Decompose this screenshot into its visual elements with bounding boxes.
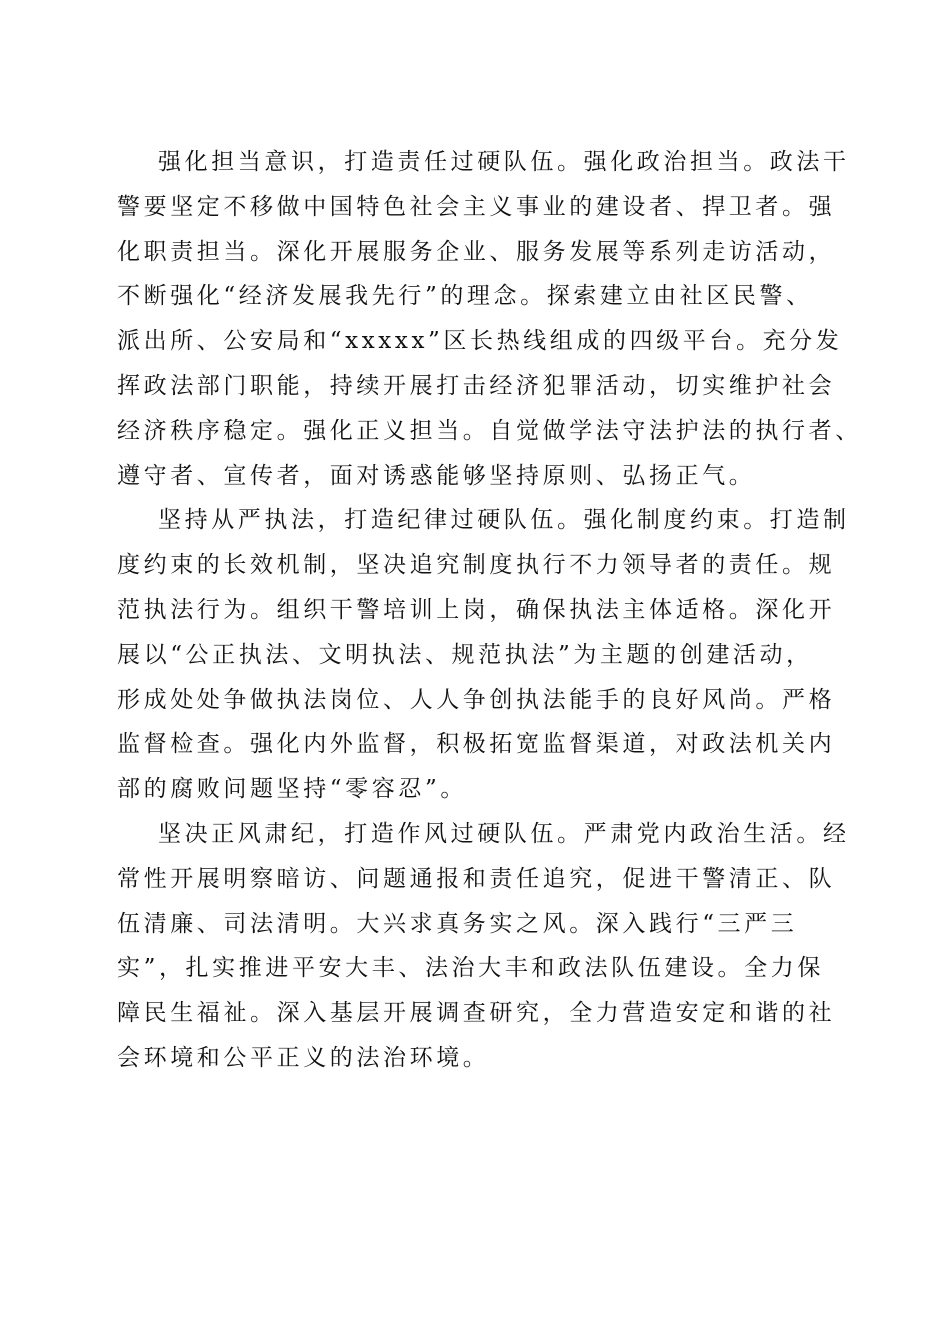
paragraph-line: 部的腐败问题坚持“零容忍”。	[117, 776, 467, 803]
paragraph-line: 派出所、公安局和“xxxxx”区长热线组成的四级平台。充分发	[117, 328, 843, 355]
paragraph-line: 会环境和公平正义的法治环境。	[117, 1044, 490, 1071]
paragraph-line: 遵守者、宣传者，面对诱惑能够坚持原则、弘扬正气。	[117, 462, 756, 489]
paragraph-work-style	[117, 812, 850, 1081]
paragraph-line: 坚持从严执法，打造纪律过硬队伍。强化制度约束。打造制	[158, 507, 850, 534]
paragraph-line: 展以“公正执法、文明执法、规范执法”为主题的创建活动，	[117, 641, 813, 668]
paragraph-line: 挥政法部门职能，持续开展打击经济犯罪活动，切实维护社会	[117, 372, 836, 399]
paragraph-line: 障民生福祉。深入基层开展调查研究，全力营造安定和谐的社	[117, 1000, 836, 1027]
paragraph-line: 强化担当意识，打造责任过硬队伍。强化政治担当。政法干	[158, 149, 850, 175]
paragraph-line: 警要坚定不移做中国特色社会主义事业的建设者、捍卫者。强	[117, 193, 836, 220]
paragraph-line: 坚决正风肃纪，打造作风过硬队伍。严肃党内政治生活。经	[158, 820, 850, 847]
paragraph-line: 监督检查。强化内外监督，积极拓宽监督渠道，对政法机关内	[117, 731, 836, 758]
paragraph-line: 常性开展明察暗访、问题通报和责任追究，促进干警清正、队	[117, 865, 836, 892]
paragraph-line: 形成处处争做执法岗位、人人争创执法能手的良好风尚。严格	[117, 686, 836, 713]
paragraph-responsibility	[117, 140, 862, 498]
paragraph-discipline	[117, 498, 850, 812]
paragraph-line: 不断强化“经济发展我先行”的理念。探索建立由社区民警、	[117, 283, 813, 310]
paragraph-line: 经济秩序稳定。强化正义担当。自觉做学法守法护法的执行者、	[117, 417, 862, 444]
paragraph-line: 度约束的长效机制，坚决追究制度执行不力领导者的责任。规	[117, 552, 836, 579]
document-body	[117, 140, 862, 1081]
paragraph-line: 化职责担当。深化开展服务企业、服务发展等系列走访活动，	[117, 238, 836, 265]
paragraph-line: 伍清廉、司法清明。大兴求真务实之风。深入践行“三严三	[117, 910, 798, 937]
paragraph-line: 实”，扎实推进平安大丰、法治大丰和政法队伍建设。全力保	[117, 955, 824, 982]
paragraph-line: 范执法行为。组织干警培训上岗，确保执法主体适格。深化开	[117, 596, 836, 623]
